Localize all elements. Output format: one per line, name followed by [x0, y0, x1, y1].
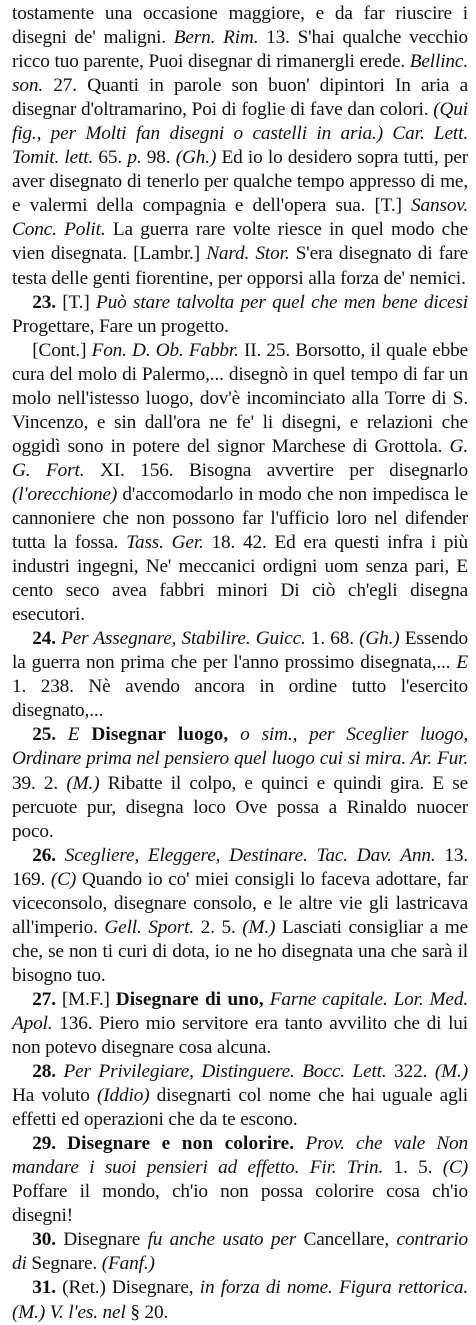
- sense-number: 31.: [32, 1277, 56, 1299]
- sense-number: 25.: [32, 724, 56, 746]
- sense-number: 23.: [32, 291, 56, 313]
- phrase-headword: Disegnare e non colorire.: [67, 1133, 295, 1155]
- sense-number: 26.: [32, 844, 56, 866]
- sense-number: 28.: [32, 1061, 56, 1083]
- sense-24: 24. Per Assegnare, Stabilire. Guicc. 1. 68. (Gh.) Essendo la guerra non prima che per l'anno prossimo disegnata,... E 1. 238. Nè avendo ancora in ordine tutto l'esercito disegnato,...: [12, 628, 468, 722]
- sense-26: 26. Scegliere, Eleggere, Destinare. Tac. Dav. Ann. 13. 169. (C) Quando io co' miei consigli lo faceva adottare, far viceconsolo, disegnare consolo, e le altre vie gli lastricava all'imperio. Gell. Sport. 2. 5. (M.) Lasciati consigliar a me che, se non ti curi di dota, io ne ho disegnata una che sarà il bisogno tuo.: [12, 844, 468, 986]
- sense-number: 27.: [32, 988, 56, 1010]
- sense-30: 30. Disegnare fu anche usato per Cancellare, contrario di Segnare. (Fanf.): [12, 1229, 469, 1275]
- sense-23: 23. [T.] Può stare talvolta per quel che men bene dicesi Progettare, Fare un progetto.: [12, 291, 468, 337]
- sense-23-example: [Cont.] Fon. D. Ob. Fabbr. II. 25. Borsotto, il quale ebbe cura del molo di Palermo,... disegnò in quel tempo di far un molo nell'istesso luogo, dov'è incominciato alla Torre di S. Vincenzo, e sin dall'ora ne fe' li disegni, e relazioni che oggidì sono in potere del signor Marchese di Grottola. G. G. Fort. XI. 156. Bisogna avvertire per disegnarlo (l'orecchione) d'accomodarlo in modo che non impedisca le cannoniere che non possono far l'ufficio loro nel difender tutta la fossa. Tass. Ger. 18. 42. Ed era questi infra i più industri ingegni, Ne' meccanici ordigni uom senza pari, E cento seco avea fabbri minori Di ciò ch'egli disegna esecutori.: [12, 339, 468, 626]
- text-column: [12, 2, 468, 1325]
- sense-28: 28. Per Privilegiare, Distinguere. Bocc. Lett. 322. (M.) Ha voluto (Iddio) disegnarti col nome che hai uguale agli effetti ed operazioni che da te escono.: [12, 1061, 468, 1131]
- sense-number: 29.: [32, 1133, 56, 1155]
- sense-number: 24.: [32, 628, 56, 650]
- sense-31: 31. (Ret.) Disegnare, in forza di nome. Figura rettorica. (M.) V. l'es. nel § 20.: [12, 1277, 469, 1323]
- phrase-headword: Disegnare di uno,: [115, 988, 264, 1010]
- phrase-headword: Disegnar luogo,: [91, 724, 229, 746]
- sense-25: 25. E Disegnar luogo, o sim., per Sceglier luogo, Ordinare prima nel pensiero quel luogo cui si mira. Ar. Fur. 39. 2. (M.) Ribatte il colpo, e quinci e quindi gira. E se percuote pur, disegna loco Ove possa a Rinaldo nuocer poco.: [12, 724, 469, 842]
- sense-number: 30.: [32, 1229, 56, 1251]
- sense-29: 29. Disegnare e non colorire. Prov. che vale Non mandare i suoi pensieri ad effetto. Fir. Trin. 1. 5. (C) Poffare il mondo, ch'io non possa colorire cosa ch'io disegni!: [12, 1133, 469, 1227]
- paragraph-continuation: tostamente una occasione maggiore, e da far riuscire i disegni de' maligni. Bern. Rim. 13. S'hai qualche vecchio ricco tuo parente, Puoi disegnar di rimanergli erede. Bellinc. son. 27. Quanti in parole son buon' dipintori In aria a disegnar d'oltramarino, Poi di foglie di fave dan colori. (Qui fig., per Molti fan disegni o castelli in aria.) Car. Lett. Tomit. lett. 65. p. 98. (Gh.) Ed io lo desidero sopra tutti, per aver disegnato di tenerlo per qualche tempo appresso di me, e valermi della compagnia e dell'opera sua. [T.] Sansov. Conc. Polit. La guerra rare volte riesce in quel modo che vien disegnata. [Lambr.] Nard. Stor. S'era disegnato di fare testa delle genti fiorentine, per opporsi alla forza de' nemici.: [12, 3, 468, 289]
- sense-27: 27. [M.F.] Disegnare di uno, Farne capitale. Lor. Med. Apol. 136. Piero mio servitore era tanto avvilito che di lui non potevo disegnare cosa alcuna.: [12, 988, 468, 1059]
